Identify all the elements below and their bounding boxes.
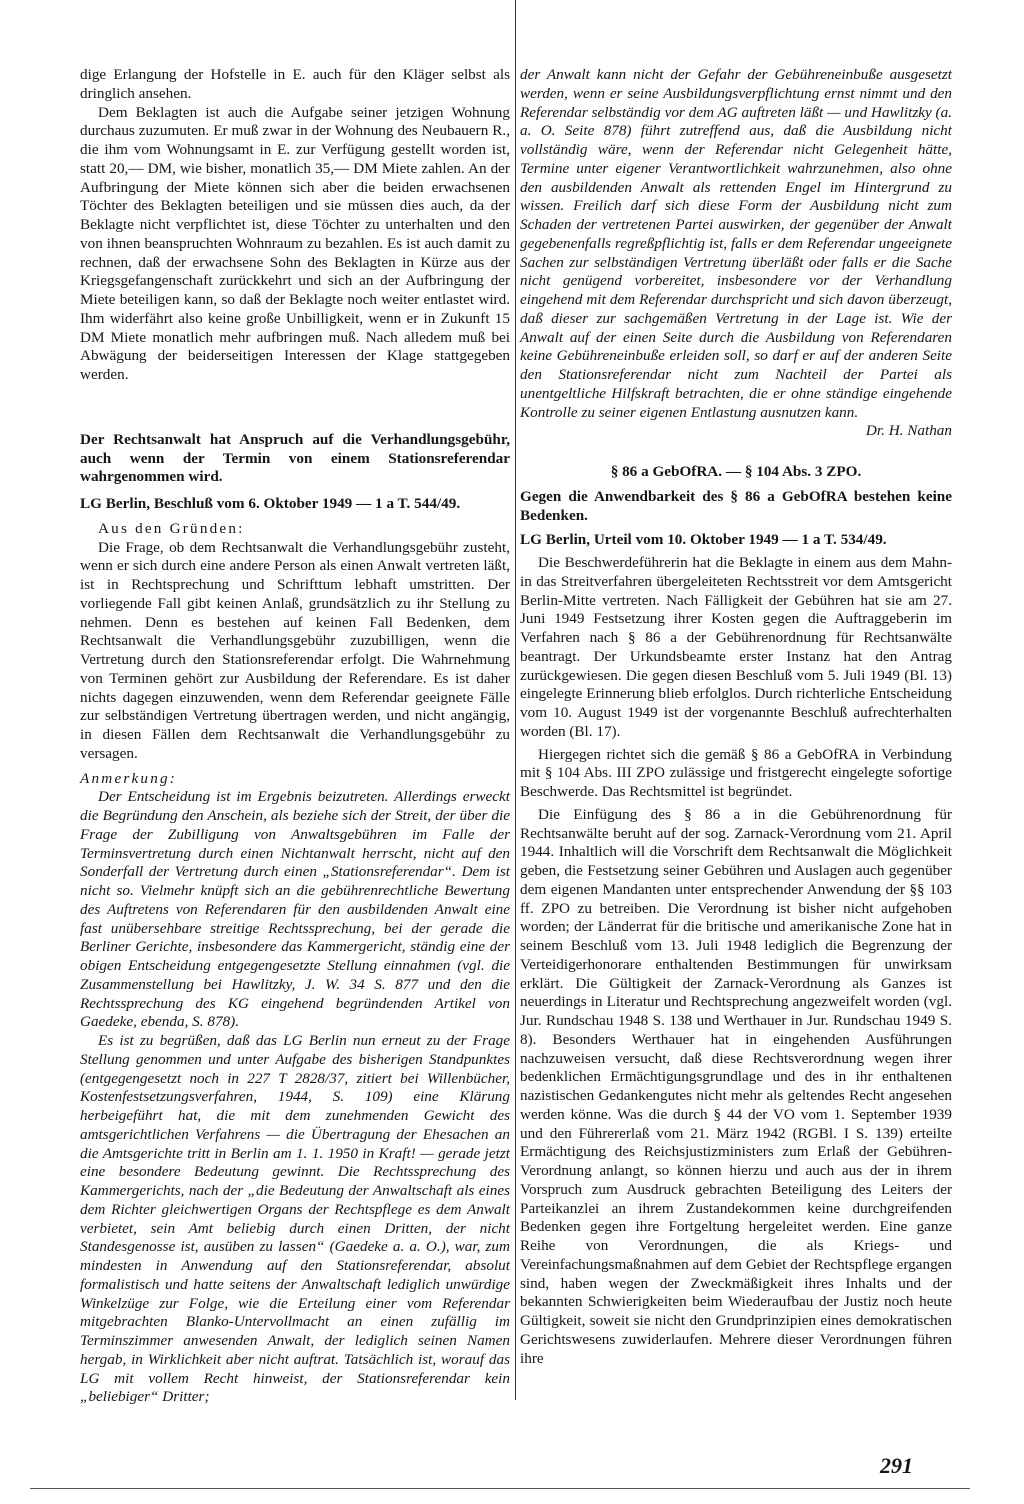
paragraph: Die Frage, ob dem Rechtsanwalt die Verhandlungsgebühr zusteht, wenn er sich durch eine andere Person als einen Anwalt vertreten läßt, ist in Rechtsprechung und Schrifttum lebhaft umstritten. Der vorliegende Fall gibt keinen Anlaß, grundsätzlich zu ihr Stellung zu nehmen. Denn es bestehen auf keinen Fall Bedenken, dem Rechtsanwalt die Verhandlungsgebühr zuzubilligen, wenn die Vertretung durch den Stationsreferendar erfolgt. Die Wahrnehmung von Terminen gehört zur Ausbildung der Referendare. Es ist daher nichts dagegen einzuwenden, wenn dem Referendar geeignete Fälle zur selbständigen Vertretung übertragen werden, und nicht angängig, in diesen Fällen dem Rechtsanwalt die Verhandlungsgebühr zu versagen.	[80, 538, 510, 762]
author-signature: Dr. H. Nathan	[865, 422, 952, 440]
case-headnote: Der Rechtsanwalt hat Anspruch auf die Verhandlungsgebühr, auch wenn der Termin von einem Stationsreferendar wahrgenommen wird.	[80, 430, 510, 486]
paragraph: Es ist zu begrüßen, daß das LG Berlin nun erneut zu der Frage Stellung genommen und unter Aufgabe des bisherigen Standpunktes (entgegengesetzt noch in 227 T 2828/37, zitiert bei Willenbücher, Kostenfestsetzungsverfahren, 1944, S. 109) eine Klärung herbeigeführt hat, die mit dem zunehmenden Gewicht des amtsgerichtlichen Verfahrens — die Übertragung der Ehesachen an die Amtsgerichte tritt in Berlin am 1. 1. 1950 in Kraft! — gerade jetzt eine besondere Bedeutung gewinnt. Die Rechtssprechung des Kammergerichts, nach der „die Bedeutung der Anwaltschaft als eines dem Richter gleichwertigen Organs der Rechtspflege es dem Anwalt verbietet, sein Amt beliebig durch einen Dritten, der nicht Standesgenosse ist, ausüben zu lassen“ (Gaedeke a. a. O.), war, zum mindesten in Anwendung auf den Stationsreferendar, absolut formalistisch und hatte seitens der Anwaltschaft lediglich unwürdige Winkelzüge zur Folge, wie die Erteilung einer vom Referendar mitgebrachten Blanko-Untervollmacht an einen zufällig im Terminszimmer anwesenden Anwalt, der lediglich seinen Namen hergab, in Wirklichkeit aber nicht auftrat. Tatsächlich ist, worauf das LG mit vollem Recht hinweist, der Stationsreferendar kein „beliebiger“ Dritter;	[80, 1032, 510, 1406]
section-label: Aus den Gründen:	[98, 519, 245, 537]
section-label: Anmerkung:	[80, 769, 178, 787]
section-heading: § 86 a GebOfRA. — § 104 Abs. 3 ZPO.	[610, 463, 862, 480]
paragraph: der Anwalt kann nicht der Gefahr der Gebühreneinbuße ausgesetzt werden, wenn er seine Ausbildungsverpflichtung ernst nimmt und den Referendar selbständig vor dem AG auftreten läßt — und Hawlitzky (a. a. O. Seite 878) führt zutreffend aus, daß die Ausbildung nicht vollständig wäre, wenn der Referendar nicht Gelegenheit hätte, Termine unter eigener Verantwortlichkeit wahrzunehmen, also ohne den ausbildenden Anwalt als rettenden Engel im Hintergrund zu wissen. Freilich darf sich diese Form der Ausbildung nicht zum Schaden der vertretenen Partei auswirken, der gegenüber der Anwalt gegebenenfalls regreßpflichtig ist, falls er dem Referendar ungeeignete Sachen zur selbständigen Vertretung überläßt oder falls er die Sache nicht genügend vorbereitet, insbesondere vor der Verhandlung eingehend mit dem Referendar durchspricht und sich davon überzeugt, daß dieser zur sachgemäßen Vertretung in der Lage ist. Wie der Anwalt auf der einen Seite durch die Ausbildung von Referendaren keine Gebühreneinbuße erleiden soll, so darf er auf der anderen Seite den Stationsreferendar nicht zum Nachteil der Partei als unentgeltliche Hilfskraft betrachten, die er ohne ständige eingehende Kontrolle zu seiner eigenen Entlastung ausnutzen kann.	[520, 66, 952, 421]
paragraph: Die Beschwerdeführerin hat die Beklagte in einem aus dem Mahn- in das Streitverfahren übergeleiteten Rechtsstreit vor dem Amtsgericht Berlin-Mitte vertreten. Nach Fälligkeit der Gebühren hat sie am 27. Juni 1949 Festsetzung ihrer Kosten gegen die Auftraggeberin im Verfahren nach § 86 a der Gebührenordnung für Rechtsanwälte beantragt. Der Urkundsbeamte erster Instanz hat den Antrag zurückgewiesen. Die gegen diesen Beschluß vom 5. Juli 1949 (Bl. 13) eingelegte Erinnerung blieb erfolglos. Durch richterliche Entscheidung vom 10. August 1949 ist der vorgenannte Beschluß aufrechterhalten worden (Bl. 17).	[520, 554, 952, 740]
column-divider	[515, 0, 516, 1400]
paragraph: Hiergegen richtet sich die gemäß § 86 a GebOfRA in Verbindung mit § 104 Abs. III ZPO zulässige und fristgerecht eingelegte sofortige Beschwerde. Das Rechtsmittel ist begründet.	[520, 745, 952, 800]
left-column	[80, 66, 510, 1407]
case-headnote: Gegen die Anwendbarkeit des § 86 a GebOfRA bestehen keine Bedenken.	[520, 487, 952, 524]
bottom-rule	[30, 1488, 970, 1489]
paragraph: Dem Beklagten ist auch die Aufgabe seiner jetzigen Wohnung durchaus zuzumuten. Er muß zwar in der Wohnung des Neubauern R., die ihm vom Wohnungsamt in E. zur Verfügung gestellt worden ist, statt 20,— DM, wie bisher, monatlich 35,— DM Miete zahlen. An der Aufbringung der Miete können sich aber die beiden erwachsenen Töchter des Beklagten beteiligen und sie müssen dies auch, da der Beklagte nicht verpflichtet ist, diese Töchter zu unterhalten und den von ihnen beanspruchten Wohnraum zu bezahlen. Es ist auch damit zu rechnen, daß der erwachsene Sohn des Beklagten in Kürze aus der Kriegsgefangenschaft zurückkehrt und sich an der Aufbringung der Miete beteiligen kann, so daß der Beklagte noch weiter entlastet wird. Ihm widerfährt also keine große Unbilligkeit, wenn er in Zukunft 15 DM Miete monatlich mehr aufbringen muß. Nach alledem muß bei Abwägung der beiderseitigen Interessen der Klage stattgegeben werden.	[80, 103, 510, 383]
page-number: 291	[880, 1453, 913, 1478]
paragraph: Der Entscheidung ist im Ergebnis beizutreten. Allerdings erweckt die Begründung den Anschein, als beziehe sich der Streit, der über die Frage der Zubilligung von Anwaltsgebühren im Falle der Terminsvertretung durch einen Nichtanwalt herrscht, nicht auf den Sonderfall der Vertretung durch einen „Stationsreferendar“. Dem ist nicht so. Vielmehr knüpft sich an die gebührenrechtliche Bewertung des Auftretens von Referendaren für den ausbildenden Anwalt eine fast unübersehbare streitige Rechtssprechung, bei der gerade die Berliner Gerichte, insbesondere das Kammergericht, ständig eine der obigen Entscheidung entgegengesetzte Stellung einnahmen (vgl. die Zusammenstellung bei Hawlitzky, J. W. 34 S. 877 und den die Rechtssprechung des KG eingehend begründenden Artikel von Gaedeke, ebenda, S. 878).	[80, 788, 510, 1031]
paragraph: Die Einfügung des § 86 a in die Gebührenordnung für Rechtsanwälte beruht auf der sog. Zarnack-Verordnung vom 21. April 1944. Inhaltlich will die Vorschrift dem Rechtsanwalt die Möglichkeit geben, die Festsetzung seiner Gebühren und Auslagen auch gegenüber dem eigenen Mandanten unter entsprechender Anwendung der §§ 103 ff. ZPO zu betreiben. Die Verordnung ist bisher nicht aufgehoben worden; der Länderrat für die britische und amerikanische Zone hat in seinem Beschluß vom 13. Juli 1948 lediglich die Begrenzung der Verteidigerhonorare enthaltenden Bestimmungen für unwirksam erklärt. Die Gültigkeit der Zarnack-Verordnung als Ganzes ist neuerdings in Literatur und Rechtsprechung angezweifelt worden (vgl. Jur. Rundschau 1948 S. 138 und Werthauer in Jur. Rundschau 1949 S. 8). Besonders Werthauer hat in eingehenden Ausführungen nachzuweisen versucht, daß diese Rechtsverordnung wegen ihrer bedenklichen Ermächtigungsgrundlage und des in ihr enthaltenen nazistischen Gedankengutes nicht mehr als geltendes Recht angesehen werden könne. Was die durch § 44 der VO vom 1. September 1939 und den Führererlaß vom 21. März 1942 (RGBl. I S. 139) erteilte Ermächtigung des Reichsjustizministers zum Erlaß der Gebühren-Verordnung anlangt, so können hierzu und auch aus der in ihrem Vorspruch zum Ausdruck gebrachten Beteiligung des Leiters der Parteikanzlei an ihrem Zustandekommen keine durchgreifenden Bedenken gegen ihre Fortgeltung hergeleitet werden. Eine ganze Reihe von Verordnungen, die als Kriegs- und Vereinfachungsmaßnahmen auf dem Gebiet der Rechtspflege ergangen sind, haben wegen der Zweckmäßigkeit ihres Inhalts und der bekannten Schwierigkeiten beim Wiederaufbau der Justiz noch heute Gültigkeit, soweit sie nicht den Grundprinzipien eines demokratischen Gerichtswesens zuwiderlaufen. Mehrere dieser Verordnungen führen ihre	[520, 805, 952, 1367]
paragraph: dige Erlangung der Hofstelle in E. auch für den Kläger selbst als dringlich ansehen.	[80, 66, 510, 102]
court-citation: LG Berlin, Beschluß vom 6. Oktober 1949 — 1 a T. 544/49.	[80, 495, 461, 512]
right-column	[520, 66, 952, 1368]
court-citation: LG Berlin, Urteil vom 10. Oktober 1949 — 1 a T. 534/49.	[520, 531, 887, 549]
